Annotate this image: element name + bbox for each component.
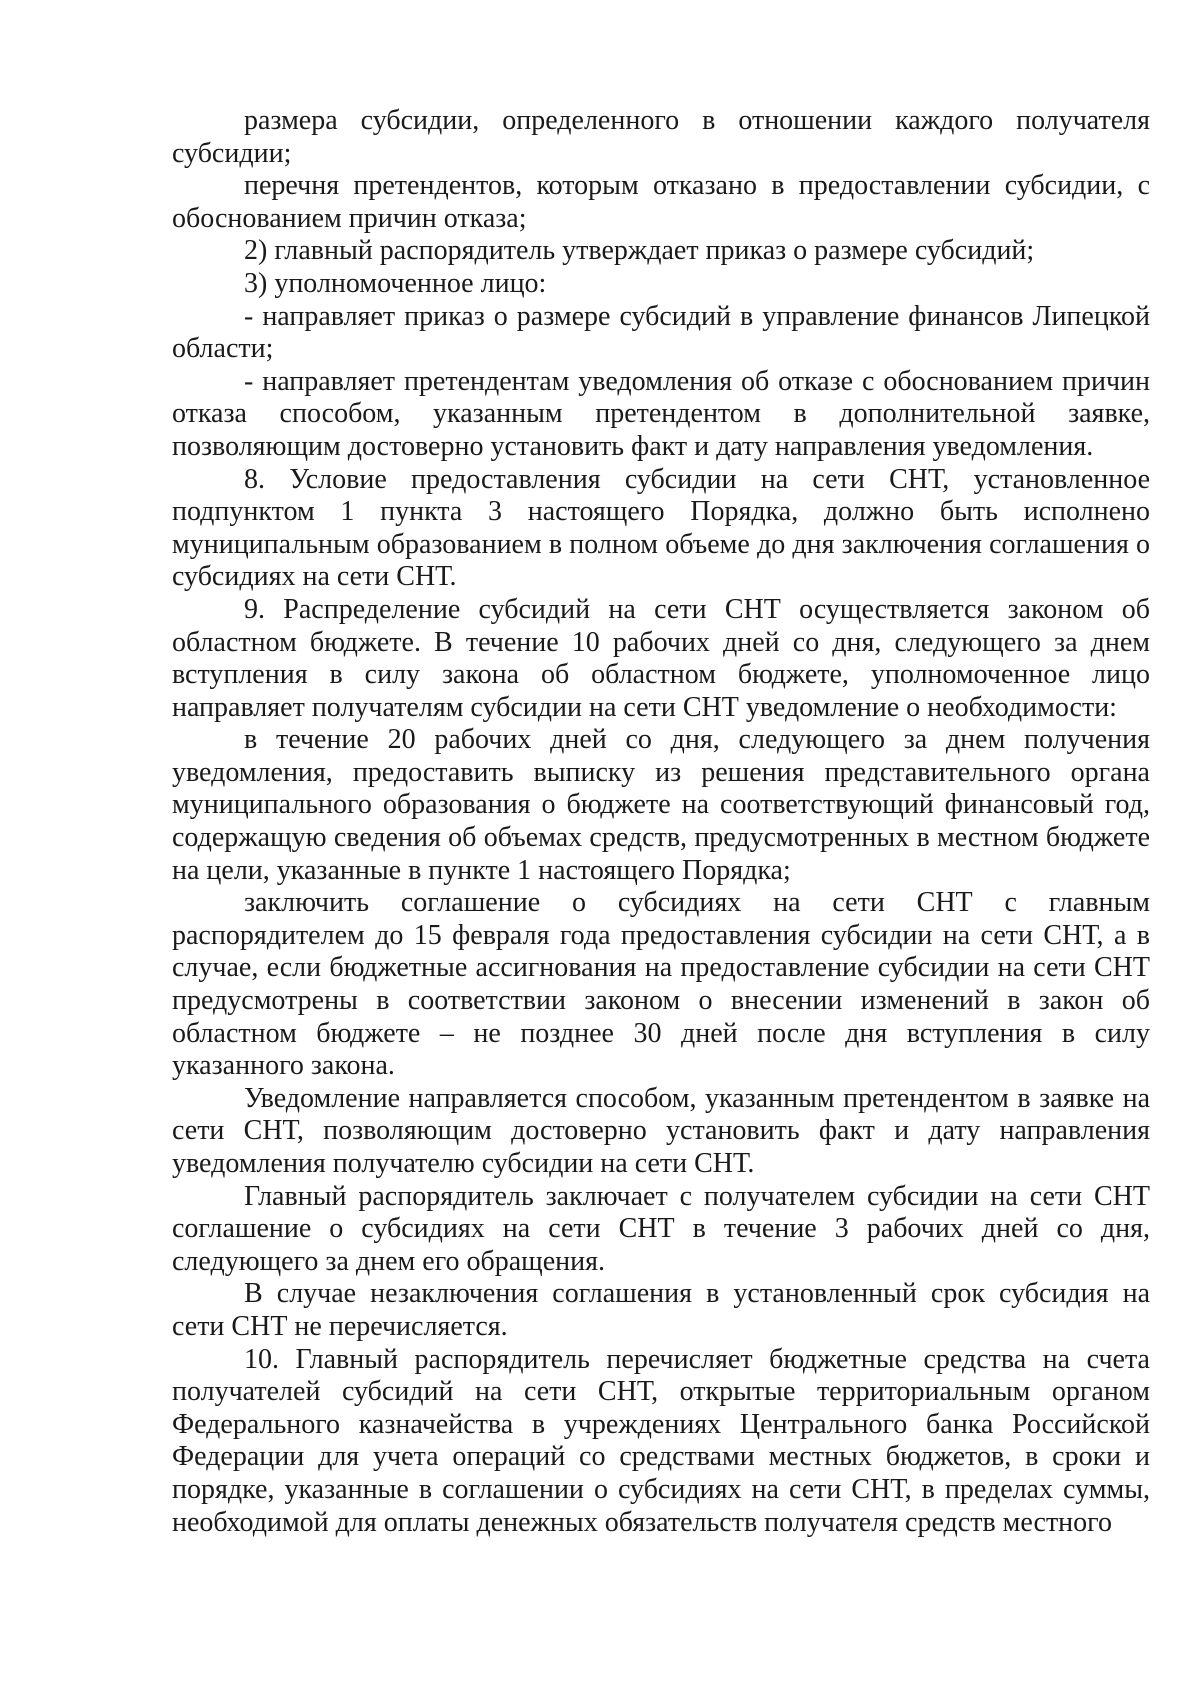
document-page	[172, 105, 1150, 1539]
paragraph-agreement-3-days: Главный распорядитель заключает с получателем субсидии на сети СНТ соглашение о субсидиях на сети СНТ в течение 3 рабочих дней со дня, следующего за днем его обращения.	[172, 1180, 1150, 1277]
paragraph-clause-9: 9. Распределение субсидий на сети СНТ осуществляется законом об областном бюджете. В течение 10 рабочих дней со дня, следующего за днем вступления в силу закона об областном бюджете, уполномоченное лицо направляет получателям субсидии на сети СНТ уведомление о необходимости:	[172, 593, 1150, 723]
paragraph-subsidy-size: размера субсидии, определенного в отношении каждого получателя субсидии;	[172, 105, 1150, 169]
paragraph-item-2: 2) главный распорядитель утверждает приказ о размере субсидий;	[244, 235, 1035, 267]
paragraph-item-3: 3) уполномоченное лицо:	[244, 267, 547, 299]
paragraph-conclude-agreement: заключить соглашение о субсидиях на сети СНТ с главным распорядителем до 15 февраля года предоставления субсидии на сети СНТ, а в случае, если бюджетные ассигнования на предоставление субсидии на сети СНТ предусмотрены в соответствии законом о внесении изменений в закон об областном бюджете – не позднее 30 дней после дня вступления в силу указанного закона.	[172, 887, 1150, 1082]
paragraph-send-order: - направляет приказ о размере субсидий в управление финансов Липецкой области;	[172, 300, 1150, 365]
paragraph-refused-list: перечня претендентов, которым отказано в предоставлении субсидии, с обоснованием причин отказа;	[172, 170, 1150, 234]
paragraph-within-20-days: в течение 20 рабочих дней со дня, следующего за днем получения уведомления, предоставить выписку из решения представительного органа муниципального образования о бюджете на соответствующий финансовый год, содержащую сведения об объемах средств, предусмотренных в местном бюджете на цели, указанные в пункте 1 настоящего Порядка;	[172, 724, 1150, 886]
paragraph-not-transferred: В случае незаключения соглашения в установленный срок субсидия на сети СНТ не перечисляется.	[172, 1278, 1150, 1342]
paragraph-clause-10: 10. Главный распорядитель перечисляет бюджетные средства на счета получателей субсидий на сети СНТ, открытые территориальным органом Федерального казначейства в учреждениях Центрального банка Российской Федерации для учета операций со средствами местных бюджетов, в сроки и порядке, указанные в соглашении о субсидиях на сети СНТ, в пределах суммы, необходимой для оплаты денежных обязательств получателя средств местного	[172, 1343, 1150, 1538]
paragraph-notification-method: Уведомление направляется способом, указанным претендентом в заявке на сети СНТ, позволяющим достоверно установить факт и дату направления уведомления получателю субсидии на сети СНТ.	[172, 1082, 1150, 1179]
paragraph-clause-8: 8. Условие предоставления субсидии на сети СНТ, установленное подпунктом 1 пункта 3 настоящего Порядка, должно быть исполнено муниципальным образованием в полном объеме до дня заключения соглашения о субсидиях на сети СНТ.	[172, 463, 1150, 593]
paragraph-send-refusal: - направляет претендентам уведомления об отказе с обоснованием причин отказа способом, указанным претендентом в дополнительной заявке, позволяющим достоверно установить факт и дату направления уведомления.	[172, 365, 1150, 462]
